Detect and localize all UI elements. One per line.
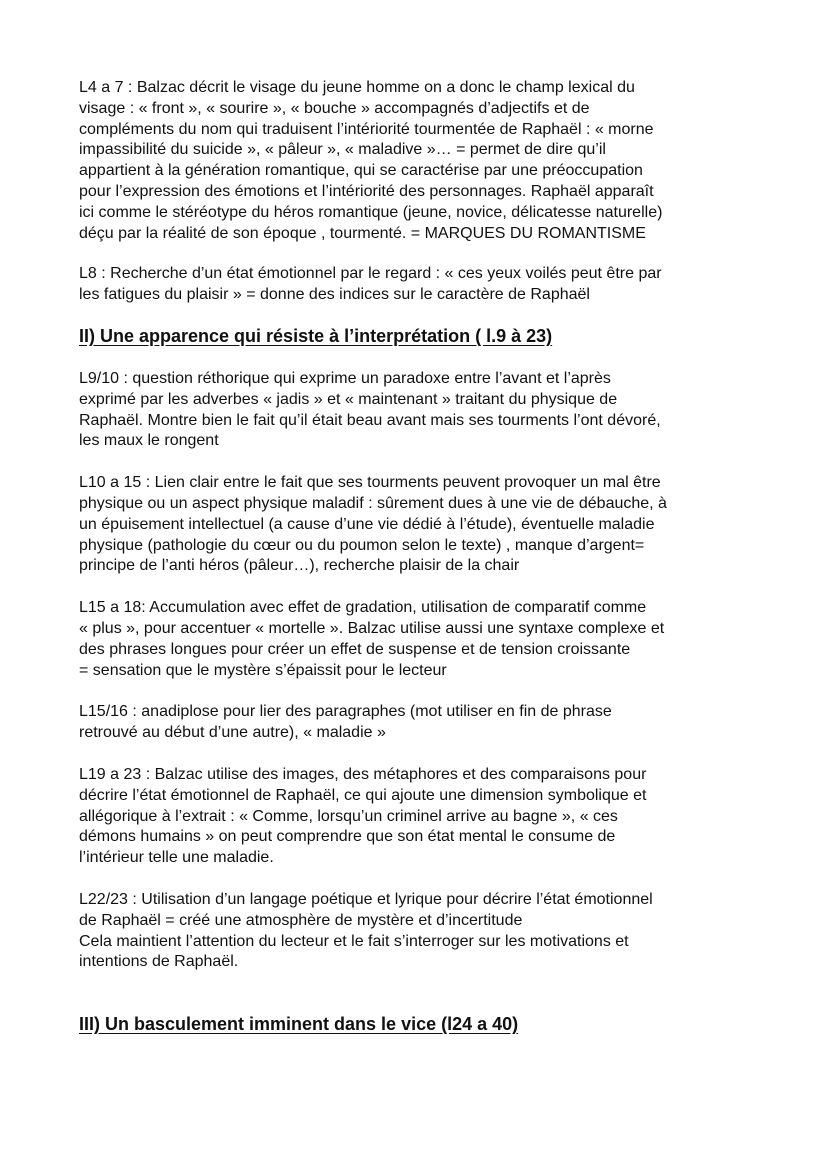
text-line: L22/23 : Utilisation d’un langage poétique et lyrique pour décrire l’état émotionnel [79, 890, 653, 908]
text-line: visage : « front », « sourire », « bouche » accompagnés d’adjectifs et de [79, 99, 590, 117]
text-line: décrire l’état émotionnel de Raphaël, ce qui ajoute une dimension symbolique et [79, 786, 647, 804]
paragraph-l15-16 [79, 702, 769, 744]
section-heading-iii: III) Un basculement imminent dans le vice (l24 a 40) [79, 1014, 519, 1035]
text-line: L8 : Recherche d’un état émotionnel par le regard : « ces yeux voilés peut être par [79, 265, 662, 283]
text-line: l’intérieur telle une maladie. [79, 849, 274, 867]
paragraph-l4-7 [79, 78, 769, 244]
text-line: « plus », pour accentuer « mortelle ». Balzac utilise aussi une syntaxe complexe et [79, 619, 665, 637]
text-line: retrouvé au début d’une autre), « maladie » [79, 724, 386, 742]
text-line: Cela maintient l’attention du lecteur et le fait s’interroger sur les motivations et [79, 932, 629, 950]
text-line: intentions de Raphaël. [79, 953, 239, 971]
paragraph-l19-23 [79, 765, 769, 869]
text-line: = sensation que le mystère s’épaissit pour le lecteur [79, 661, 447, 679]
text-line: les maux le rongent [79, 432, 219, 450]
paragraph-l10-15 [79, 473, 769, 577]
text-line: L10 a 15 : Lien clair entre le fait que ses tourments peuvent provoquer un mal être [79, 474, 661, 492]
text-line: un épuisement intellectuel (a cause d’une vie dédié à l’étude), éventuelle maladie [79, 515, 655, 533]
text-line: L4 a 7 : Balzac décrit le visage du jeune homme on a donc le champ lexical du [79, 79, 635, 96]
text-line: de Raphaël = créé une atmosphère de mystère et d’incertitude [79, 911, 523, 929]
paragraph-l9-10 [79, 369, 769, 452]
text-line: compléments du nom qui traduisent l’intériorité tourmentée de Raphaël : « morne [79, 120, 654, 138]
text-line: L15 a 18: Accumulation avec effet de gradation, utilisation de comparatif comme [79, 599, 647, 617]
text-line: appartient à la génération romantique, qui se caractérise par une préoccupation [79, 162, 643, 180]
document-page [79, 78, 769, 1035]
paragraph-l15-18 [79, 598, 769, 681]
text-line: Raphaël. Montre bien le fait qu’il était beau avant mais ses tourments l’ont dévoré, [79, 411, 661, 429]
text-line: pour l’expression des émotions et l’intériorité des personnages. Raphaël apparaît [79, 182, 654, 200]
text-line: exprimé par les adverbes « jadis » et « maintenant » traitant du physique de [79, 390, 618, 408]
paragraph-l8 [79, 264, 769, 306]
text-line: impassibilité du suicide », « pâleur », « maladive »… = permet de dire qu’il [79, 141, 606, 159]
text-line: les fatigues du plaisir » = donne des indices sur le caractère de Raphaël [79, 286, 590, 304]
text-line: allégorique à l’extrait : « Comme, lorsqu’un criminel arrive au bagne », « ces [79, 807, 618, 825]
text-line: ici comme le stéréotype du héros romantique (jeune, novice, délicatesse naturelle) [79, 203, 663, 221]
paragraph-l22-23 [79, 890, 769, 973]
text-line: L9/10 : question réthorique qui exprime un paradoxe entre l’avant et l’après [79, 369, 611, 387]
text-line: déçu par la réalité de son époque , tourmenté. = MARQUES DU ROMANTISME [79, 224, 646, 242]
text-line: principe de l’anti héros (pâleur…), recherche plaisir de la chair [79, 557, 520, 575]
text-line: L15/16 : anadiplose pour lier des paragraphes (mot utiliser en fin de phrase [79, 703, 612, 721]
section-heading-ii: II) Une apparence qui résiste à l’interprétation ( l.9 à 23) [79, 325, 553, 346]
text-line: physique (pathologie du cœur ou du poumon selon le texte) , manque d’argent= [79, 536, 645, 554]
text-line: des phrases longues pour créer un effet de suspense et de tension croissante [79, 640, 631, 658]
text-line: L19 a 23 : Balzac utilise des images, des métaphores et des comparaisons pour [79, 765, 647, 783]
text-line: physique ou un aspect physique maladif : sûrement dues à une vie de débauche, à [79, 494, 667, 512]
text-line: démons humains » on peut comprendre que son état mental le consume de [79, 828, 616, 846]
